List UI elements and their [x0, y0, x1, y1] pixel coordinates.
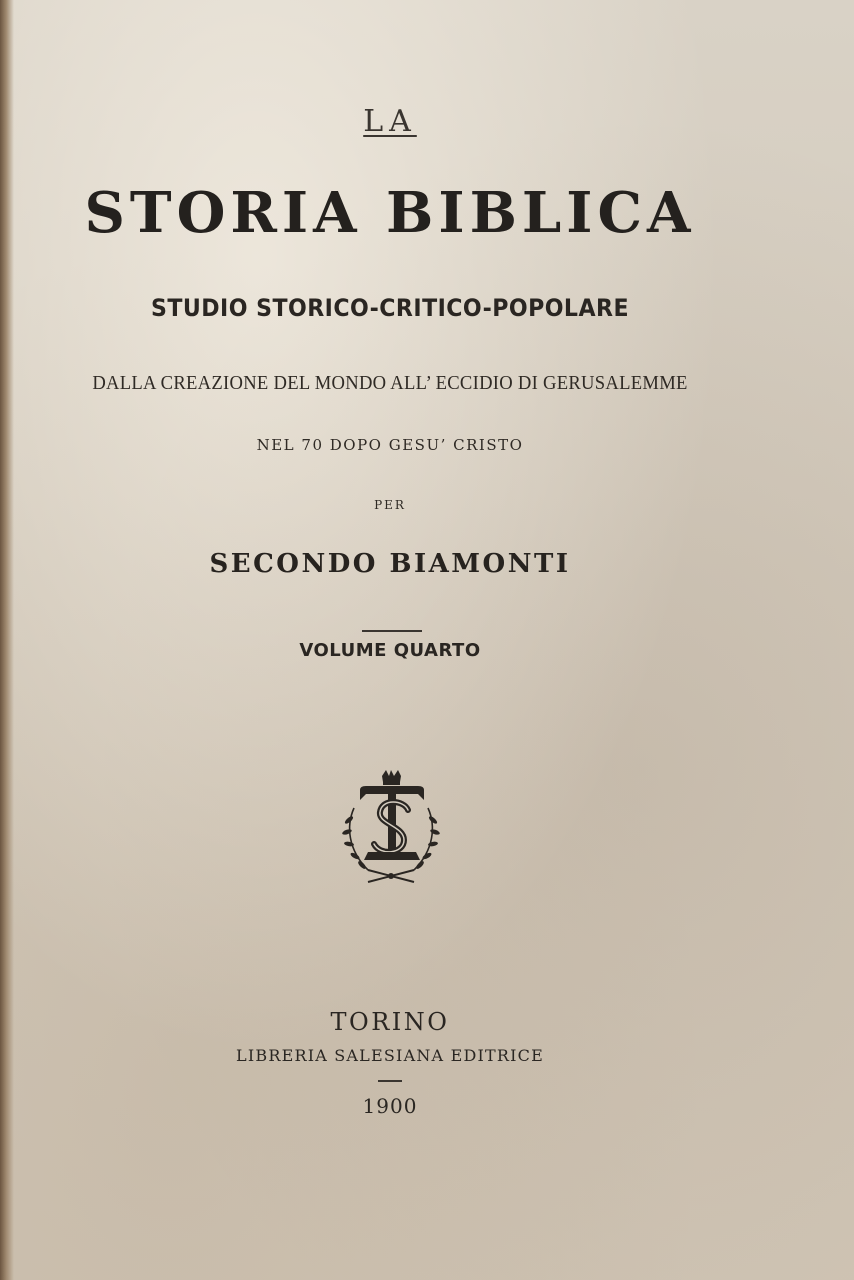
publisher-monogram-icon: [338, 770, 444, 890]
volume-label: VOLUME QUARTO: [299, 640, 481, 661]
year-rule: [378, 1080, 402, 1082]
description-line-2: NEL 70 DOPO GESU’ CRISTO: [256, 436, 524, 454]
by-label: PER: [374, 498, 406, 512]
imprint-publisher: LIBRERIA SALESIANA EDITRICE: [236, 1046, 544, 1065]
imprint-year: 1900: [362, 1094, 418, 1118]
imprint-city: TORINO: [330, 1008, 450, 1036]
title-article: LA: [363, 104, 417, 139]
description-line-1: DALLA CREAZIONE DEL MONDO ALL’ ECCIDIO DI GERUSALEMME: [92, 372, 688, 394]
author-name: SECONDO BIAMONTI: [209, 549, 571, 579]
volume-rule: [362, 630, 422, 632]
subtitle: STUDIO STORICO-CRITICO-POPOLARE: [150, 294, 630, 322]
main-title: STORIA BIBLICA: [84, 180, 696, 246]
